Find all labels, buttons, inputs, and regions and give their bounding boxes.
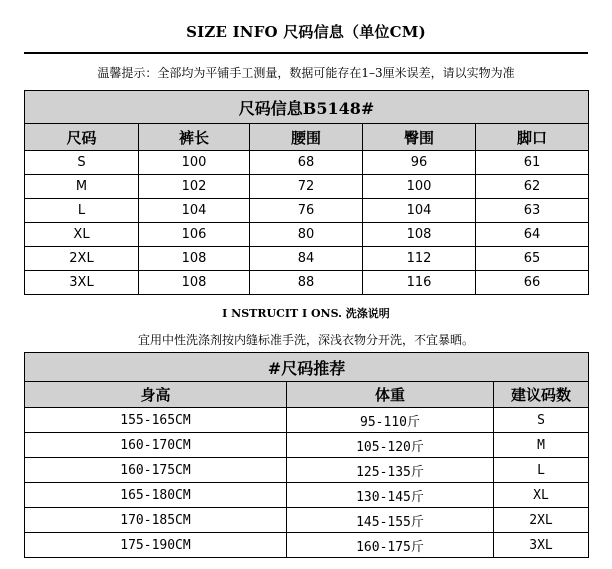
table-row: [25, 151, 589, 175]
size-info-table: [24, 90, 589, 295]
table-cell: 108: [139, 247, 250, 271]
table-cell: 160-175斤: [287, 533, 494, 558]
table-cell: 61: [476, 151, 589, 175]
table-row: [25, 483, 589, 508]
column-header: 建议码数: [494, 382, 589, 408]
table-cell: 160-175CM: [25, 458, 287, 483]
column-header: 身高: [25, 382, 287, 408]
table-cell: 100: [139, 151, 250, 175]
size-table-caption: 尺码信息B5148#: [25, 91, 589, 124]
table-cell: 68: [250, 151, 363, 175]
page-title: SIZE INFO 尺码信息（单位CM): [186, 23, 426, 41]
table-row: [25, 175, 589, 199]
table-cell: 72: [250, 175, 363, 199]
table-cell: 80: [250, 223, 363, 247]
recommendation-table-header: [25, 382, 589, 408]
table-cell: 95-110斤: [287, 408, 494, 433]
table-cell: 104: [139, 199, 250, 223]
table-cell: 96: [363, 151, 476, 175]
table-row: [25, 223, 589, 247]
table-cell: 64: [476, 223, 589, 247]
table-cell: 84: [250, 247, 363, 271]
table-cell: 2XL: [494, 508, 589, 533]
table-cell: 165-180CM: [25, 483, 287, 508]
table-cell: 104: [363, 199, 476, 223]
column-header: 裤长: [139, 124, 250, 151]
table-cell: 145-155斤: [287, 508, 494, 533]
table-row: [25, 533, 589, 558]
table-cell: 130-145斤: [287, 483, 494, 508]
table-cell: 88: [250, 271, 363, 295]
table-cell: 2XL: [25, 247, 139, 271]
table-cell: 108: [139, 271, 250, 295]
title-divider: [24, 52, 588, 54]
table-row: [25, 458, 589, 483]
table-cell: S: [494, 408, 589, 433]
recommendation-table-caption: #尺码推荐: [25, 353, 589, 382]
table-cell: 3XL: [25, 271, 139, 295]
table-cell: 100: [363, 175, 476, 199]
measurement-notice: 温馨提示：全部均为平铺手工测量，数据可能存在1–3厘米误差，请以实物为准: [97, 66, 515, 80]
wash-instructions-text: 宜用中性洗涤剂按内缝标准手洗，深浅衣物分开洗，不宜暴晒。: [137, 333, 474, 347]
table-cell: 63: [476, 199, 589, 223]
table-row: [25, 271, 589, 295]
table-cell: 170-185CM: [25, 508, 287, 533]
table-cell: 160-170CM: [25, 433, 287, 458]
table-cell: XL: [494, 483, 589, 508]
table-cell: 125-135斤: [287, 458, 494, 483]
table-cell: L: [494, 458, 589, 483]
table-row: [25, 199, 589, 223]
column-header: 腰围: [250, 124, 363, 151]
size-table-header: [25, 124, 589, 151]
column-header: 臀围: [363, 124, 476, 151]
table-cell: 66: [476, 271, 589, 295]
size-recommendation-table: [24, 352, 589, 558]
table-cell: 3XL: [494, 533, 589, 558]
table-row: [25, 508, 589, 533]
table-cell: 175-190CM: [25, 533, 287, 558]
table-cell: M: [494, 433, 589, 458]
table-cell: 155-165CM: [25, 408, 287, 433]
table-cell: M: [25, 175, 139, 199]
table-cell: 106: [139, 223, 250, 247]
table-row: [25, 247, 589, 271]
table-row: [25, 433, 589, 458]
table-cell: 112: [363, 247, 476, 271]
table-cell: 105-120斤: [287, 433, 494, 458]
table-cell: 108: [363, 223, 476, 247]
table-cell: 116: [363, 271, 476, 295]
table-row: [25, 408, 589, 433]
table-cell: 76: [250, 199, 363, 223]
wash-instructions-title: I NSTRUCIT I ONS. 洗涤说明: [222, 307, 390, 320]
table-cell: XL: [25, 223, 139, 247]
table-cell: 62: [476, 175, 589, 199]
table-cell: L: [25, 199, 139, 223]
table-cell: S: [25, 151, 139, 175]
column-header: 体重: [287, 382, 494, 408]
table-cell: 65: [476, 247, 589, 271]
table-cell: 102: [139, 175, 250, 199]
column-header: 尺码: [25, 124, 139, 151]
column-header: 脚口: [476, 124, 589, 151]
